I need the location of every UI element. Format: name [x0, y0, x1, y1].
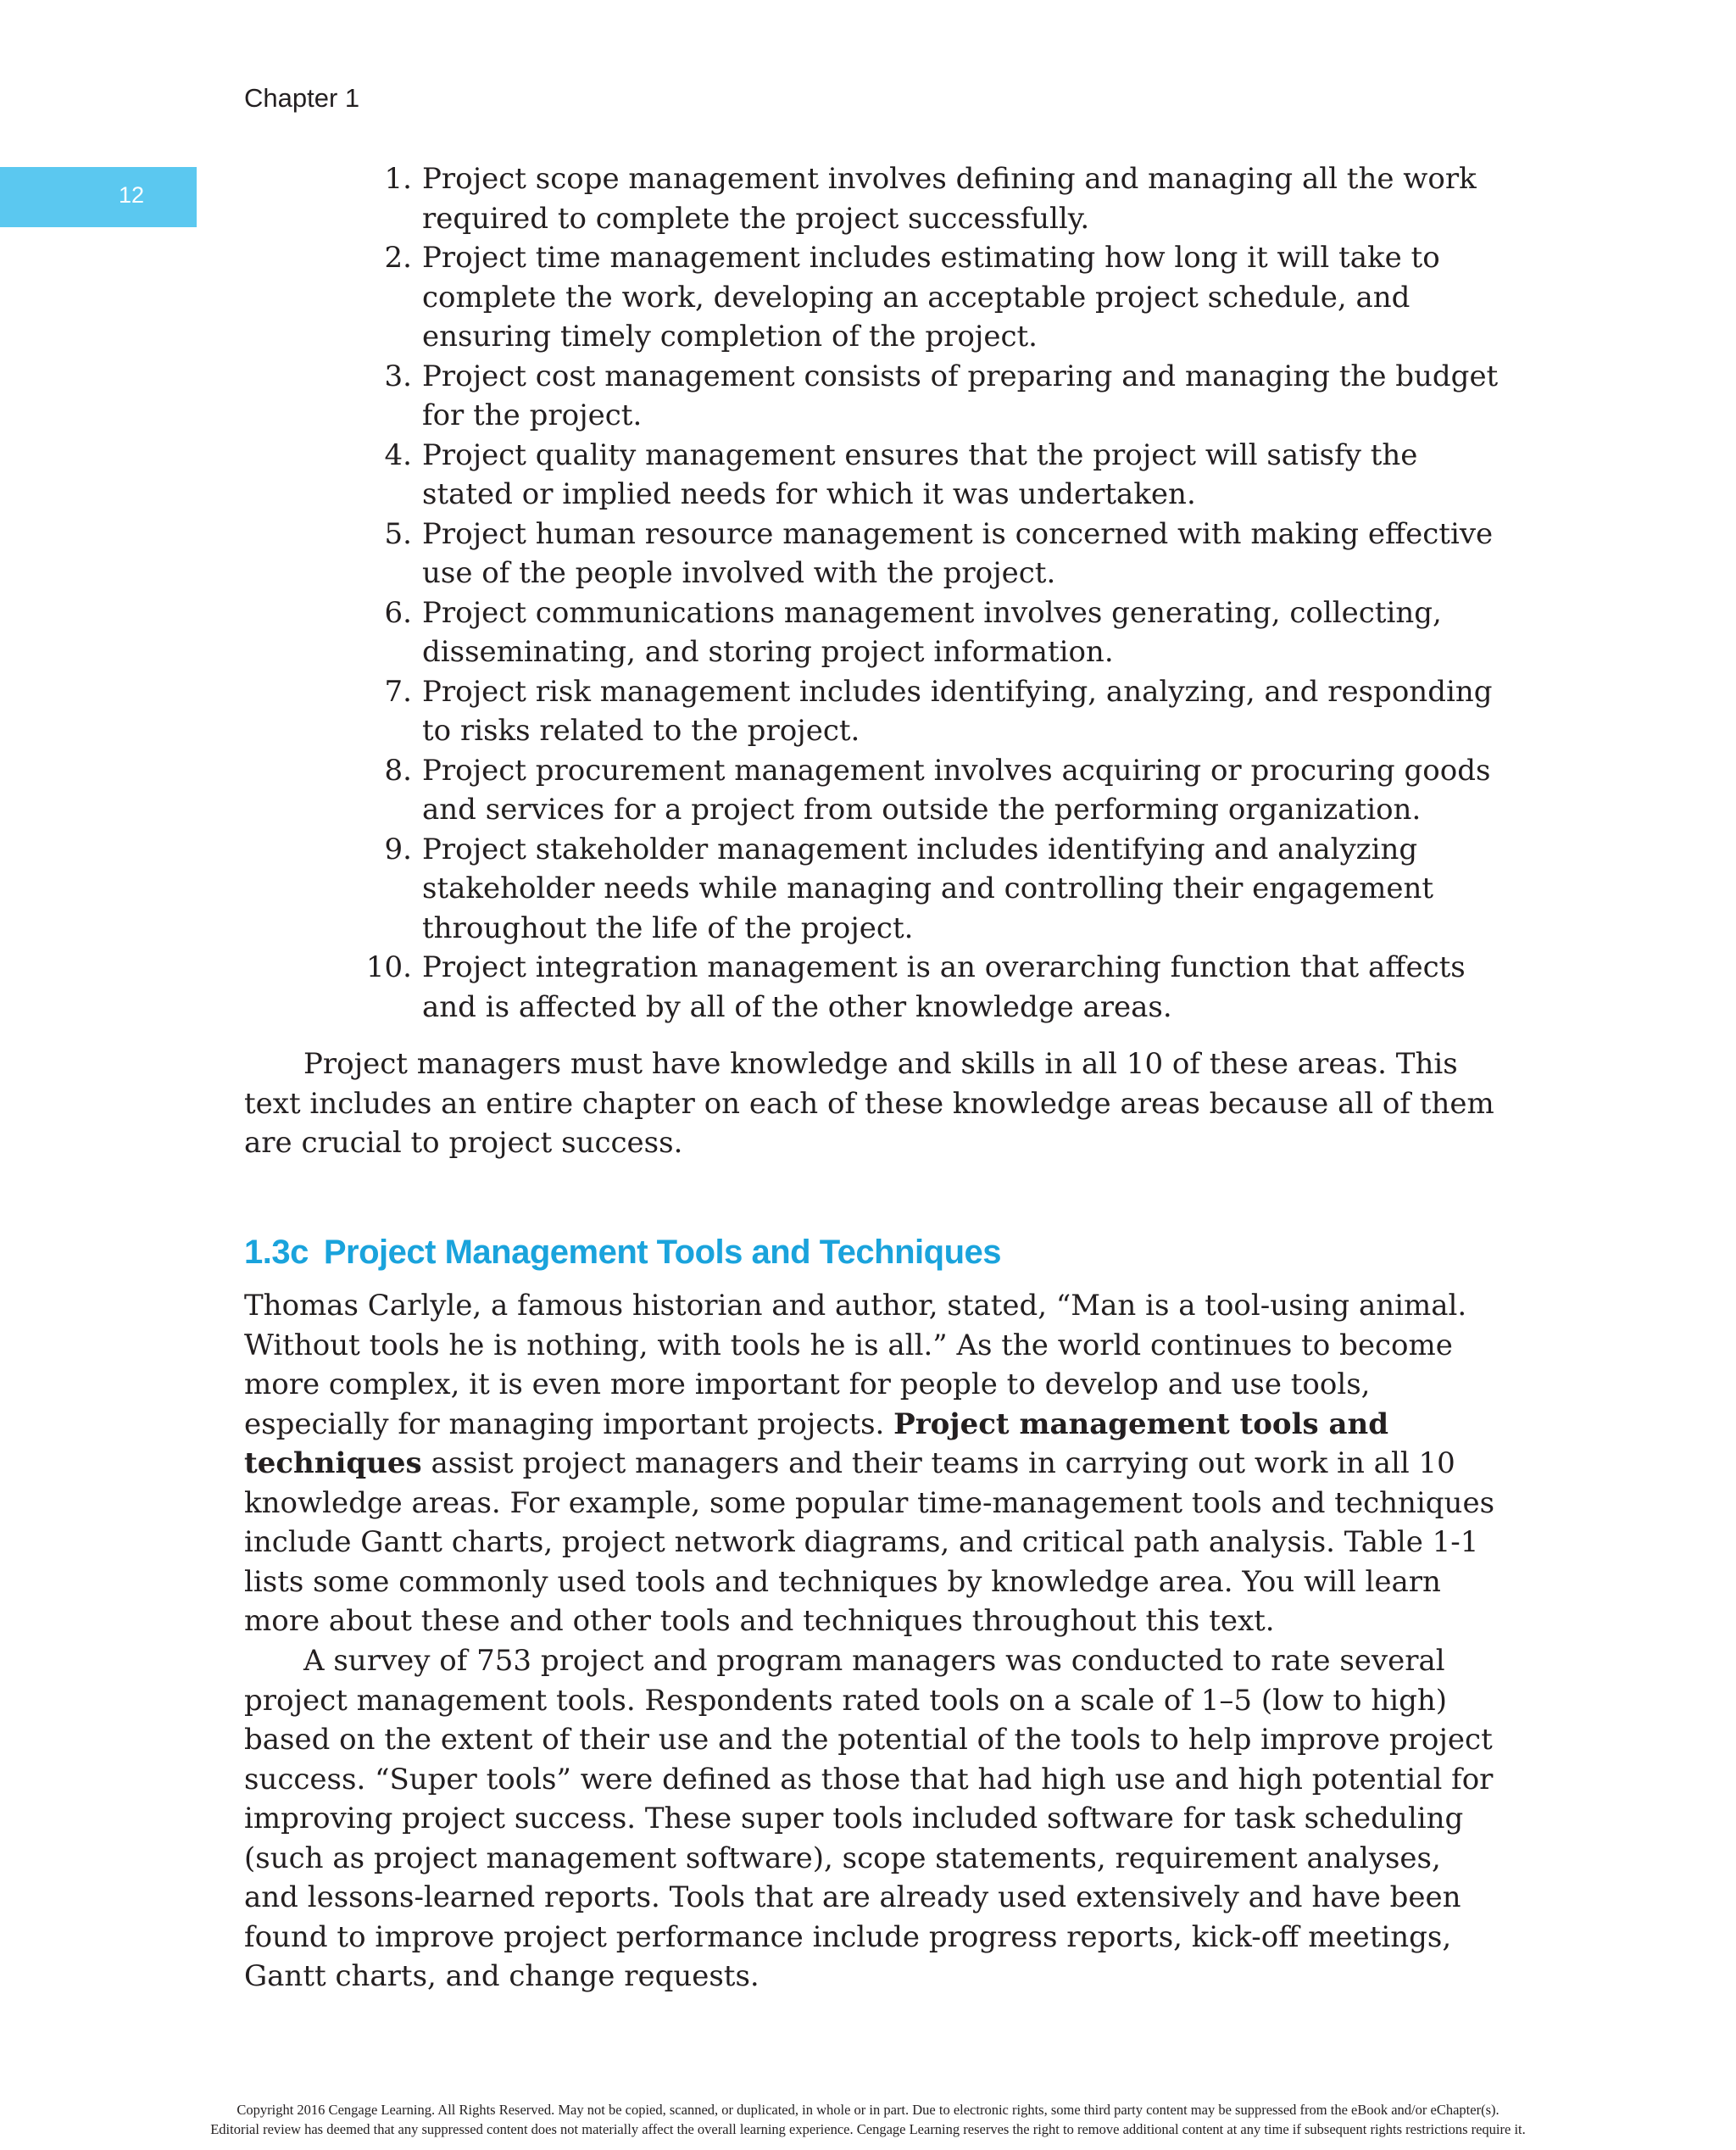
- list-item-text: Project integration management is an overarching function that affects and is affected by all of the other knowledge areas.: [422, 950, 1466, 1024]
- page-number: 12: [119, 182, 145, 208]
- section-number: 1.3c: [244, 1234, 309, 1271]
- list-item-number: 6.: [384, 595, 412, 630]
- list-item-text: Project stakeholder management includes identifying and analyzing stakeholder needs while managing and controlling their engagement throughout the life of the project.: [422, 832, 1434, 945]
- paragraph-text: Thomas Carlyle, a famous historian and author, stated, “Man is a tool-using animal. Without tools he is nothing, with tools he is all.” As the world continues to become more complex, it is even more important for people to develop and use tools, especially for managing important projects.: [244, 1289, 1467, 1441]
- summary-paragraph: Project managers must have knowledge and skills in all 10 of these areas. This text includes an entire chapter on each of these knowledge areas because all of them are crucial to project success.: [244, 1047, 1494, 1160]
- copyright-line-1: Copyright 2016 Cengage Learning. All Rights Reserved. May not be copied, scanned, or duplicated, in whole or in part. Due to electronic rights, some third party content may be suppressed from the eBook and/or eChapter(s).: [236, 2102, 1500, 2118]
- list-item-text: Project time management includes estimating how long it will take to complete the work, developing an acceptable project schedule, and ensuring timely completion of the project.: [422, 241, 1440, 354]
- list-item: [244, 593, 1499, 672]
- list-item: [244, 357, 1499, 436]
- list-item: [244, 751, 1499, 830]
- section-heading: [244, 1234, 1001, 1272]
- list-item-number: 2.: [384, 241, 412, 275]
- copyright-line-2: Editorial review has deemed that any suppressed content does not materially affect the overall learning experience. Cengage Learning reserves the right to remove additional content at any time if subsequent rights restrictions require it.: [210, 2121, 1526, 2137]
- list-item: [244, 436, 1499, 515]
- key-term: Project management tools and techniques: [244, 1406, 1388, 1480]
- list-item-text: Project risk management includes identifying, analyzing, and responding to risks related to the project.: [422, 674, 1493, 748]
- list-item: [244, 159, 1499, 238]
- list-item-number: 8.: [384, 753, 412, 788]
- list-item: [244, 830, 1499, 949]
- list-item-text: Project quality management ensures that the project will satisfy the stated or implied needs for which it was undertaken.: [422, 437, 1418, 511]
- list-item-number: 4.: [384, 437, 412, 472]
- list-item: [244, 672, 1499, 751]
- list-item-number: 3.: [384, 359, 412, 393]
- paragraph-text: assist project managers and their teams in carrying out work in all 10 knowledge areas. For example, some popular time-management tools and techniques include Gantt charts, project network diagrams, and critical path analysis. Table 1-1 lists some commonly used tools and techniques by knowledge area. You will learn more about these and other tools and techniques throughout this text.: [244, 1446, 1495, 1638]
- copyright-notice: [0, 2100, 1736, 2139]
- list-item-number: 7.: [384, 674, 412, 709]
- list-item-text: Project communications management involves generating, collecting, disseminating, and storing project information.: [422, 595, 1442, 669]
- list-item-text: Project human resource management is concerned with making effective use of the people involved with the project.: [422, 516, 1494, 590]
- section-title: Project Management Tools and Techniques: [323, 1234, 1002, 1271]
- body-paragraph-survey: A survey of 753 project and program managers was conducted to rate several project management tools. Respondents rated tools on a scale of 1–5 (low to high) based on the extent of their use and the potential of the tools to help improve project success. “Super tools” were defined as those that had high use and high potential for improving project success. These super tools included software for task scheduling (such as project management software), scope statements, requirement analyses, and lessons-learned reports. Tools that are already used extensively and have been found to improve project performance include progress reports, kick-off meetings, Gantt charts, and change requests.: [244, 1644, 1494, 1993]
- chapter-label: Chapter 1: [244, 83, 360, 113]
- body-paragraph-tools: [244, 1286, 1499, 1641]
- list-item: [244, 948, 1499, 1027]
- page-number-tab: [0, 167, 197, 227]
- list-item-number: 5.: [384, 516, 412, 551]
- list-item: [244, 515, 1499, 593]
- list-item-number: 1.: [384, 162, 412, 196]
- list-item-text: Project cost management consists of preparing and managing the budget for the project.: [422, 359, 1499, 432]
- list-item-text: Project procurement management involves acquiring or procuring goods and services for a project from outside the performing organization.: [422, 753, 1491, 827]
- list-item-number: 10.: [365, 950, 412, 984]
- list-item-number: 9.: [384, 832, 412, 866]
- list-item: [244, 238, 1499, 357]
- knowledge-areas-list: [244, 159, 1499, 1027]
- list-item-text: Project scope management involves defining and managing all the work required to complete the project successfully.: [422, 162, 1477, 236]
